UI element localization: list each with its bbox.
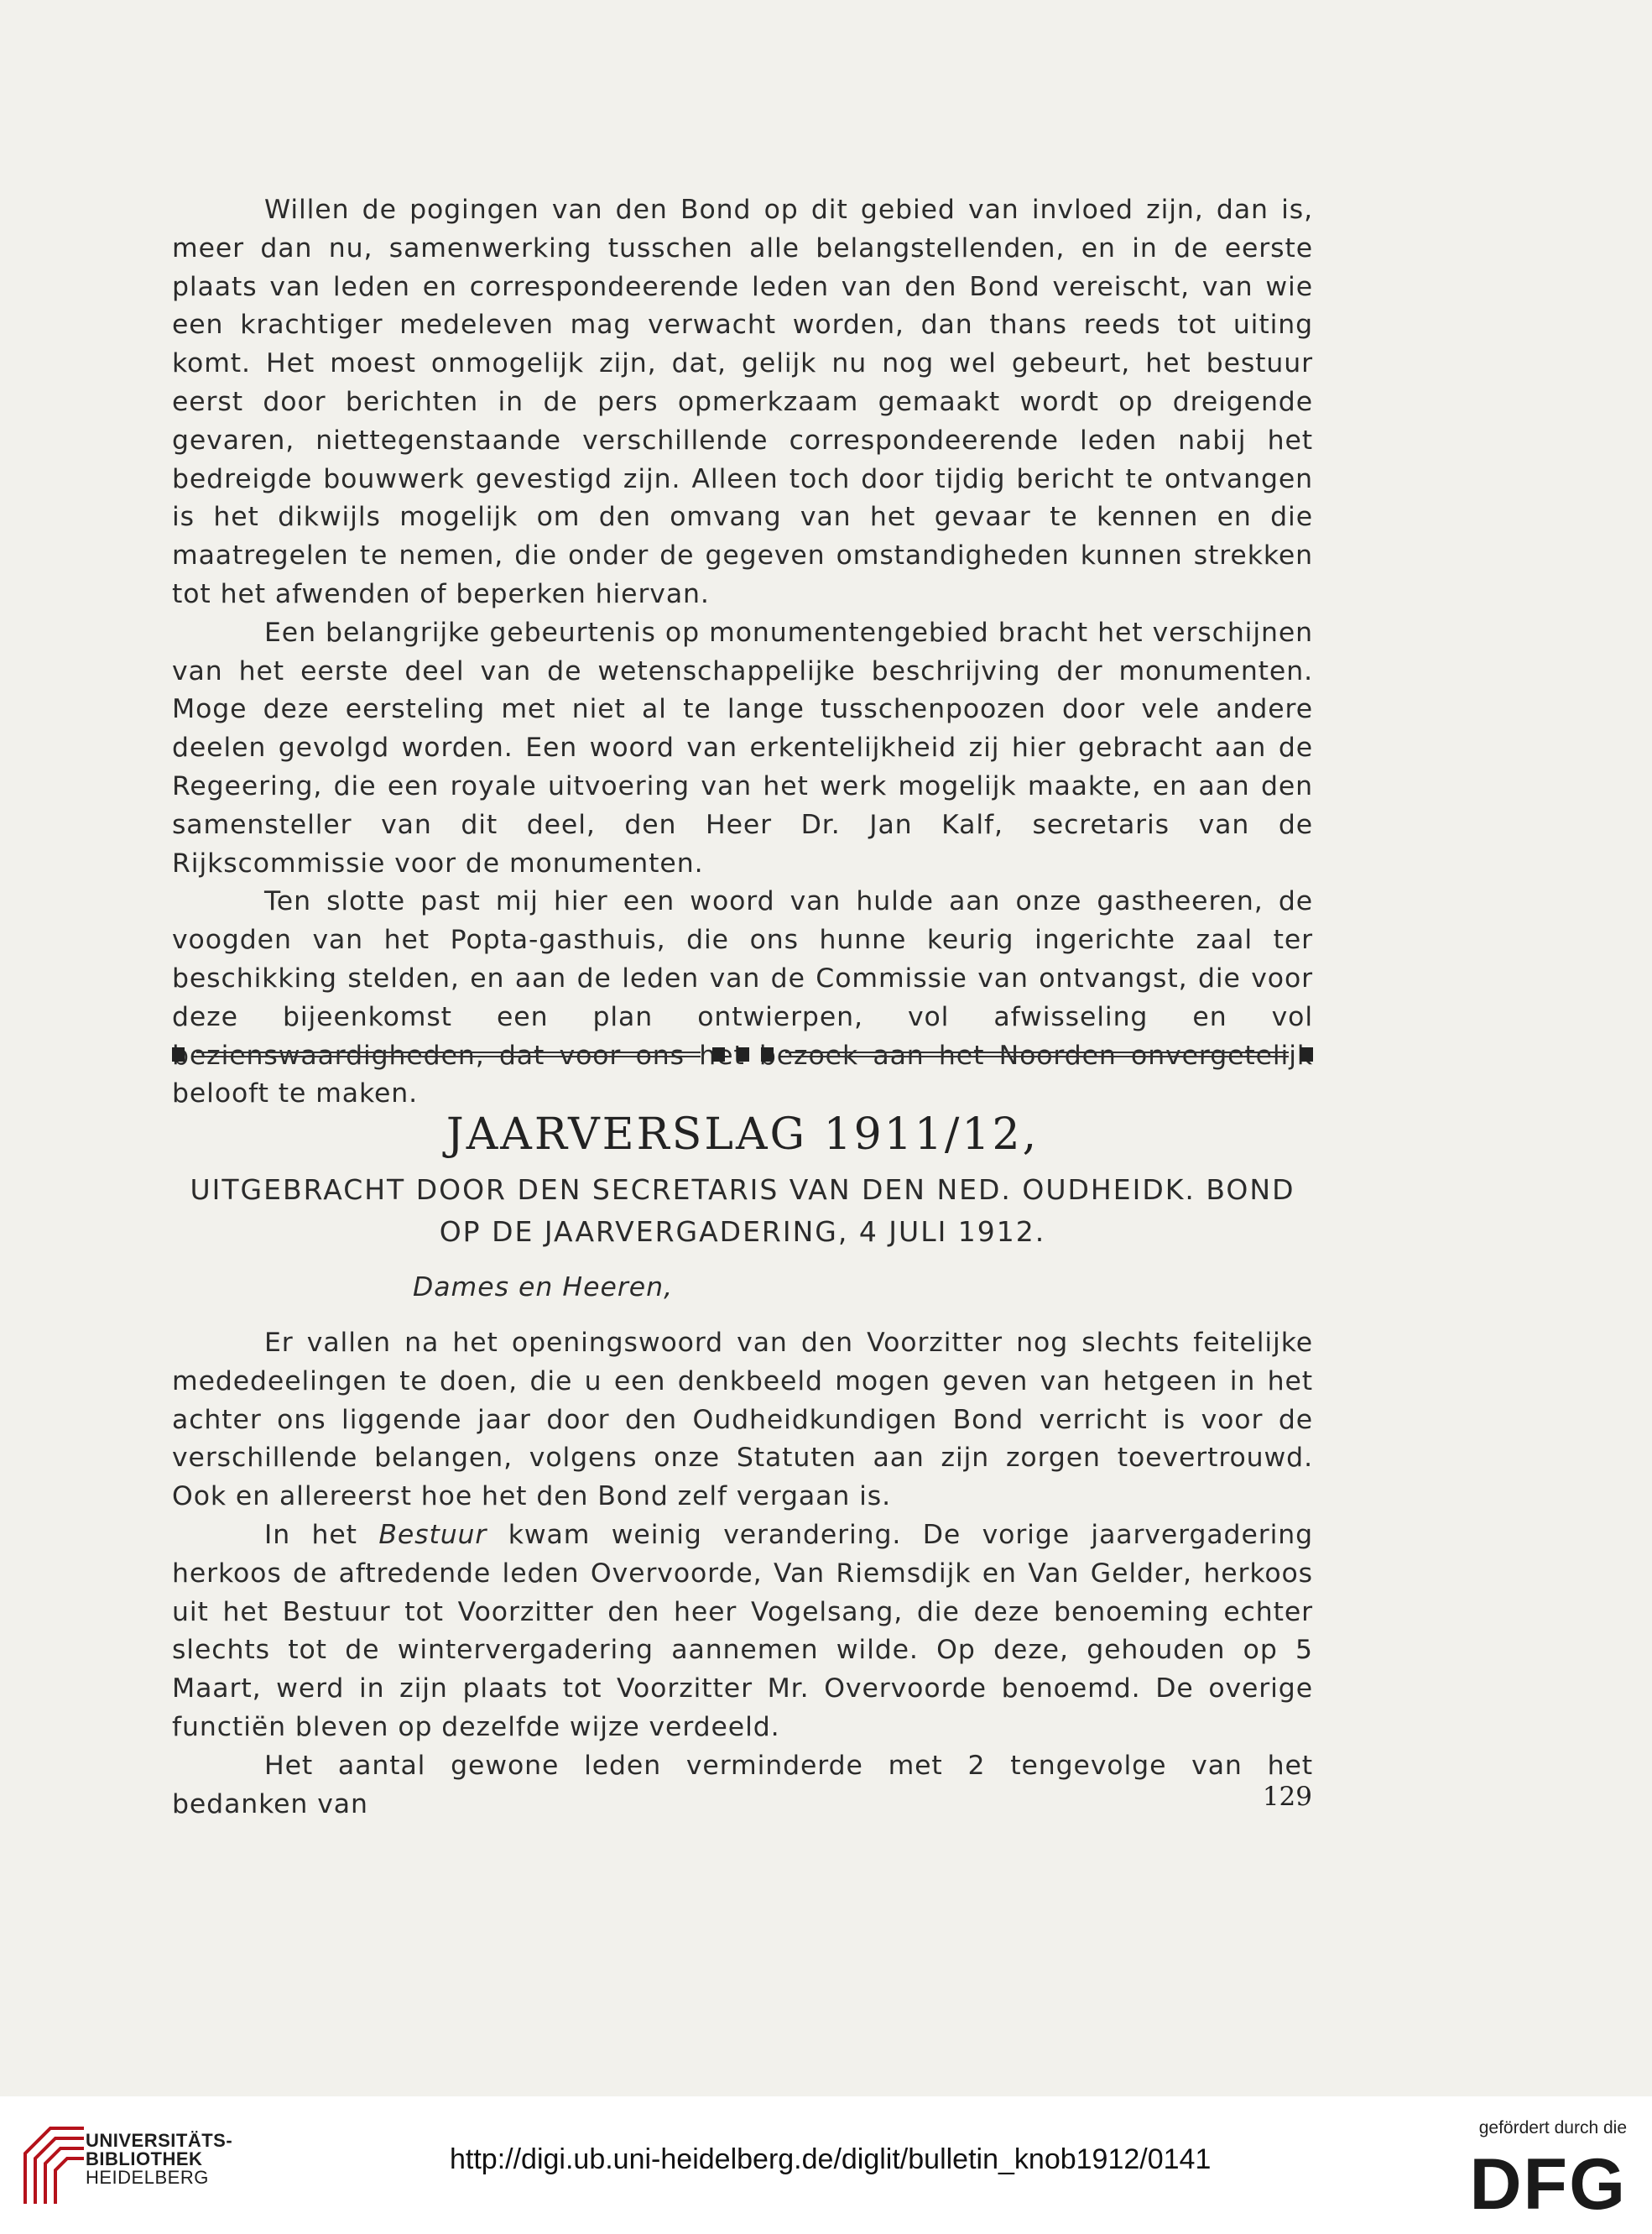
divider-square <box>172 1047 185 1062</box>
divider-double-rule <box>785 1052 1290 1057</box>
paragraph: Een belangrijke gebeurtenis op monumentengebied bracht het verschijnen van het eerste deel van de wetenschappelijke beschrijving der monumenten. Moge deze eersteling met niet al te lange tusschenpoozen door vele andere deelen gevolgd worden. Een woord van erkentelijkheid zij hier gebracht aan de Regeering, die een royale uitvoering van het werk mogelijk maakte, en aan den samensteller van dit deel, den Heer Dr. Jan Kalf, secretaris van de Rijkscommissie voor de monumenten. <box>172 617 1313 879</box>
digitization-footer <box>0 2096 1652 2234</box>
permalink-url[interactable]: http://digi.ub.uni-heidelberg.de/diglit/bulletin_knob1912/0141 <box>450 2143 1212 2175</box>
paragraph: Willen de pogingen van den Bond op dit gebied van invloed zijn, dan is, meer dan nu, samenwerking tusschen alle belangstellenden, en in de eerste plaats van leden en correspondeerende leden van den Bond vereischt, van wie een krachtiger medeleven mag verwacht worden, dan thans reeds tot uiting komt. Het moest onmogelijk zijn, dat, gelijk nu nog wel gebeurt, het bestuur eerst door berichten in de pers opmerkzaam gemaakt wordt op dreigende gevaren, niettegenstaande verschillende correspondeerende leden nabij het bedreigde bouwwerk gevestigd zijn. Alleen toch door tijdig bericht te ontvangen is het dikwijls mogelijk om den omvang van het gevaar te kennen en die maatregelen te nemen, die onder de gegeven omstandigheden kunnen strekken tot het afwenden of beperken hiervan. <box>172 195 1313 609</box>
paragraph: Het aantal gewone leden verminderde met 2 tengevolge van het bedanken van <box>172 1750 1313 1819</box>
library-logo-icon <box>17 2120 91 2209</box>
divider-square <box>761 1047 774 1062</box>
paragraph: Er vallen na het openingswoord van den Voorzitter nog slechts feitelijke mededeelingen te doen, die u een denkbeeld mogen geven van hetgeen in het achter ons liggende jaar door den Oudheidkundigen Bond verricht is voor de verschillende belangen, volgens onze Statuten aan zijn zorgen toevertrouwd. Ook en allereerst hoe het den Bond zelf vergaan is. <box>172 1328 1313 1512</box>
report-subtitle <box>172 1169 1313 1253</box>
library-name-line: UNIVERSITÄTS- <box>86 2130 233 2151</box>
text-run: In het <box>264 1519 379 1550</box>
text-run: kwam weinig verandering. De vorige jaarvergadering herkoos de aftredende leden Overvoorde, Van Riemsdijk en Van Gelder, herkoos uit het Bestuur tot Voorzitter den heer Vogelsang, die deze benoeming echter slechts tot de wintervergadering aannemen wilde. Op deze, gehouden op 5 Maart, werd in zijn plaats tot Voorzitter Mr. Overvoorde benoemd. De overige functiën bleven op dezelfde wijze verdeeld. <box>172 1519 1313 1742</box>
funded-by-label: gefördert durch die <box>1478 2118 1627 2137</box>
dfg-logo: DFG <box>1469 2144 1627 2225</box>
subtitle-line: OP DE JAARVERGADERING, 4 JULI 1912. <box>439 1215 1046 1248</box>
paragraph <box>172 1516 1313 1747</box>
library-name <box>86 2132 232 2187</box>
paragraph: Ten slotte past mij hier een woord van hulde aan onze gastheeren, de voogden van het Popta-gasthuis, die ons hunne keurig ingerichte zaal ter beschikking stelden, en aan de leden van de Commissie van ontvangst, die voor deze bijeenkomst een plan ontwierpen, vol afwisseling en vol bezienswaardigheden, dat voor ons bezoek aan het Noorden onvergetelijk belooft te maken. <box>172 886 1313 1109</box>
library-name-line: HEIDELBERG <box>86 2167 209 2188</box>
body-text-bottom <box>172 1324 1313 1824</box>
divider-square <box>737 1047 749 1062</box>
divider-square <box>712 1047 725 1062</box>
emphasis-bestuur: Bestuur <box>378 1519 487 1550</box>
body-text-top <box>172 191 1313 1114</box>
salutation: Dames en Heeren, <box>413 1272 674 1302</box>
page-number: 129 <box>1262 1782 1312 1812</box>
subtitle-line: UITGEBRACHT DOOR DEN SECRETARIS VAN DEN NED. OUDHEIDK. BOND <box>190 1173 1295 1206</box>
divider-square <box>1300 1047 1313 1062</box>
section-divider <box>172 1046 1313 1062</box>
divider-double-rule <box>196 1052 701 1057</box>
report-title: JAARVERSLAG 1911/12, <box>446 1109 1040 1160</box>
library-name-line: BIBLIOTHEK <box>86 2148 203 2169</box>
